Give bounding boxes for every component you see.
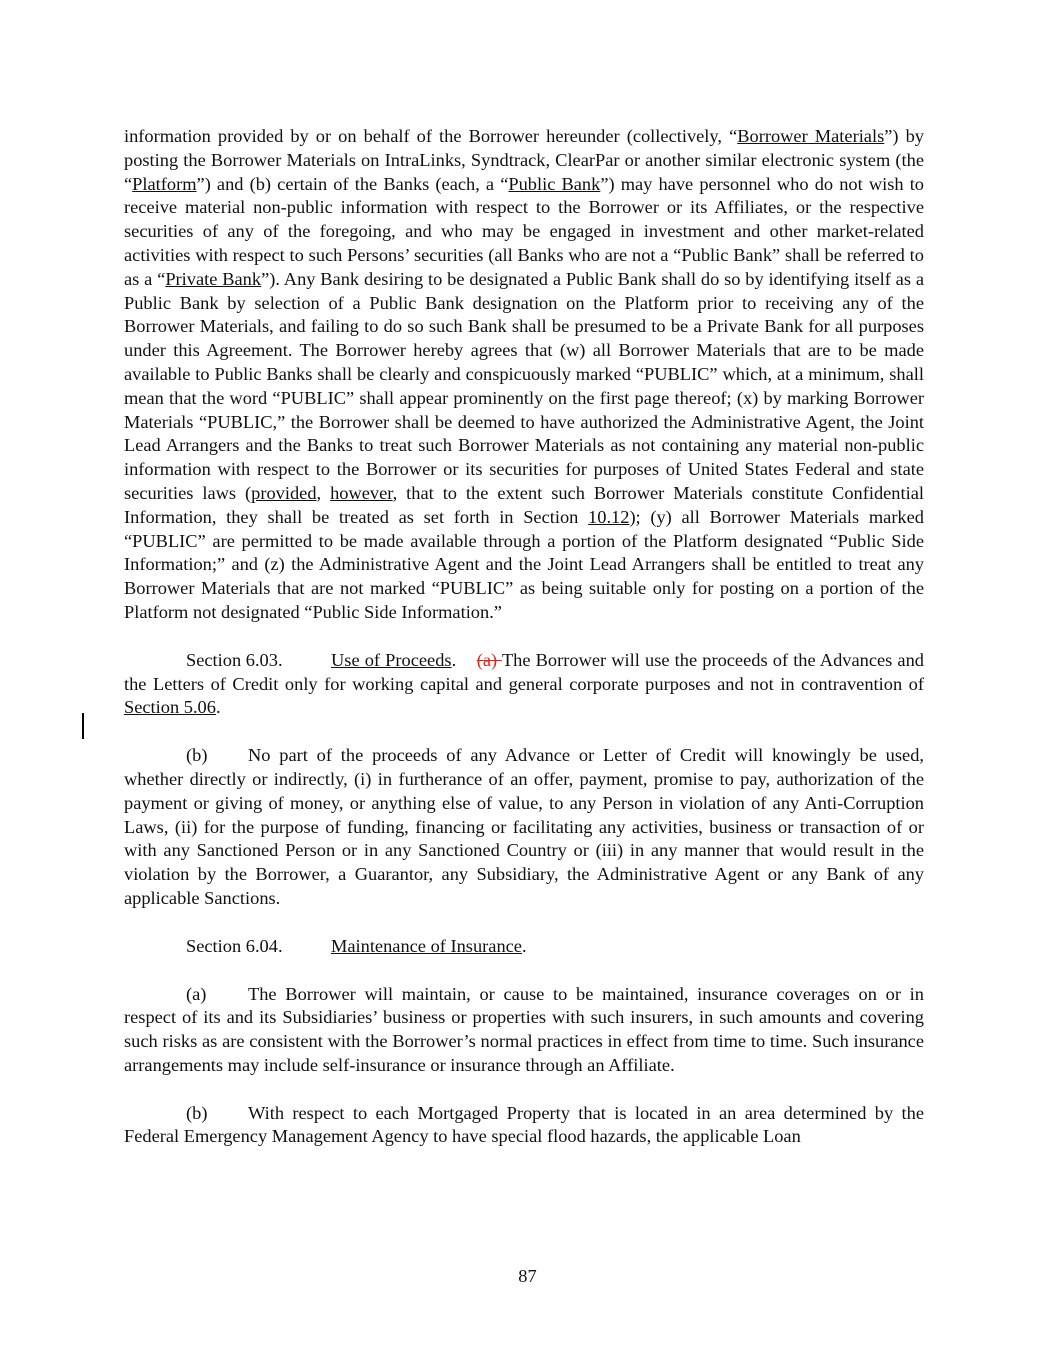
clause-label: (b)	[186, 1102, 208, 1123]
section-6-04-b: (b) With respect to each Mortgaged Property that is located in an area determined by the Federal Emergency Management Agency to have special flood hazards, the applicable Loan	[124, 1102, 924, 1147]
section-heading-use-of-proceeds: Use of Proceeds	[331, 649, 452, 670]
change-bar	[82, 713, 84, 739]
section-6-03-b: (b) No part of the proceeds of any Advance or Letter of Credit will knowingly be used, whether directly or indirectly, (i) in furtherance of an offer, payment, promise to pay, authorization of the payment or giving of money, or anything else of value, to any Person in violation of any Anti-Corruption Laws, (ii) for the purpose of funding, financing or facilitating any activities, business or transaction of or with any Sanctioned Person or in any Sanctioned Country or (iii) in any manner that would result in the violation by the Borrower, a Guarantor, any Subsidiary, the Administrative Agent or any Bank of any applicable Sanctions.	[124, 745, 924, 908]
section-6-04-a: (a) The Borrower will maintain, or cause to be maintained, insurance coverages on or in respect of its and its Subsidiaries’ business or properties with such insurers, in such amounts and covering such risks as are consistent with the Borrower’s normal practices in effect from time to time. Such insurance arrangements may include self-insurance or insurance through an Affiliate.	[124, 983, 924, 1075]
section-reference-10-12: 10.12	[588, 506, 630, 527]
clause-label: (b)	[186, 745, 208, 766]
section-heading-maintenance-of-insurance: Maintenance of Insurance	[331, 935, 522, 956]
section-number: Section 6.03.	[186, 649, 283, 670]
deleted-marker: (a)	[476, 649, 502, 670]
section-reference-5-06: Section 5.06	[124, 697, 216, 718]
defined-term-public-bank: Public Bank	[508, 173, 601, 194]
document-page	[124, 125, 924, 1149]
defined-term-private-bank: Private Bank	[165, 268, 262, 289]
term-however: however	[330, 482, 393, 503]
page-number: 87	[518, 1266, 537, 1286]
section-6-04: Section 6.04. Maintenance of Insurance.	[124, 935, 924, 959]
paragraph-platform: information provided by or on behalf of the Borrower hereunder (collectively, “Borrower Materials”) by posting the Borrower Materials on IntraLinks, Syndtrack, ClearPar or another similar electronic system (the “Platform”) and (b) certain of the Banks (each, a “Public Bank”) may have personnel who do not wish to receive material non-public information with respect to the Borrower or its Affiliates, or the respective securities of any of the foregoing, and who may be engaged in investment and other market-related activities with respect to such Persons’ securities (all Banks who are not a “Public Bank” shall be referred to as a “Private Bank”). Any Bank desiring to be designated a Public Bank shall do so by identifying itself as a Public Bank by selection of a Public Bank designation on the Platform prior to receiving any of the Borrower Materials, and failing to do so such Bank shall be presumed to be a Private Bank for all purposes under this Agreement. The Borrower hereby agrees that (w) all Borrower Materials that are to be made available to Public Banks shall be clearly and conspicuously marked “PUBLIC” which, at a minimum, shall mean that the word “PUBLIC” shall appear prominently on the first page thereof; (x) by marking Borrower Materials “PUBLIC,” the Borrower shall be deemed to have authorized the Administrative Agent, the Joint Lead Arrangers and the Banks to treat such Borrower Materials as not containing any material non-public information with respect to the Borrower or its securities for purposes of United States Federal and state securities laws (provided, however, that to the extent such Borrower Materials constitute Confidential Information, they shall be treated as set forth in Section 10.12); (y) all Borrower Materials marked “PUBLIC” are permitted to be made available through a portion of the Platform designated “Public Side Information;” and (z) the Administrative Agent and the Joint Lead Arrangers shall be entitled to treat any Borrower Materials that are not marked “PUBLIC” as being suitable only for posting on a portion of the Platform not designated “Public Side Information.”	[124, 126, 924, 622]
clause-label: (a)	[186, 983, 207, 1004]
section-number: Section 6.04.	[186, 935, 283, 956]
section-6-03: Section 6.03. Use of Proceeds. (a) The Borrower will use the proceeds of the Advances and the Letters of Credit only for working capital and general corporate purposes and not in contravention of Section 5.06.	[124, 649, 924, 718]
defined-term-platform: Platform	[132, 173, 197, 194]
defined-term-borrower-materials: Borrower Materials	[737, 126, 885, 146]
term-provided: provided	[251, 482, 317, 503]
